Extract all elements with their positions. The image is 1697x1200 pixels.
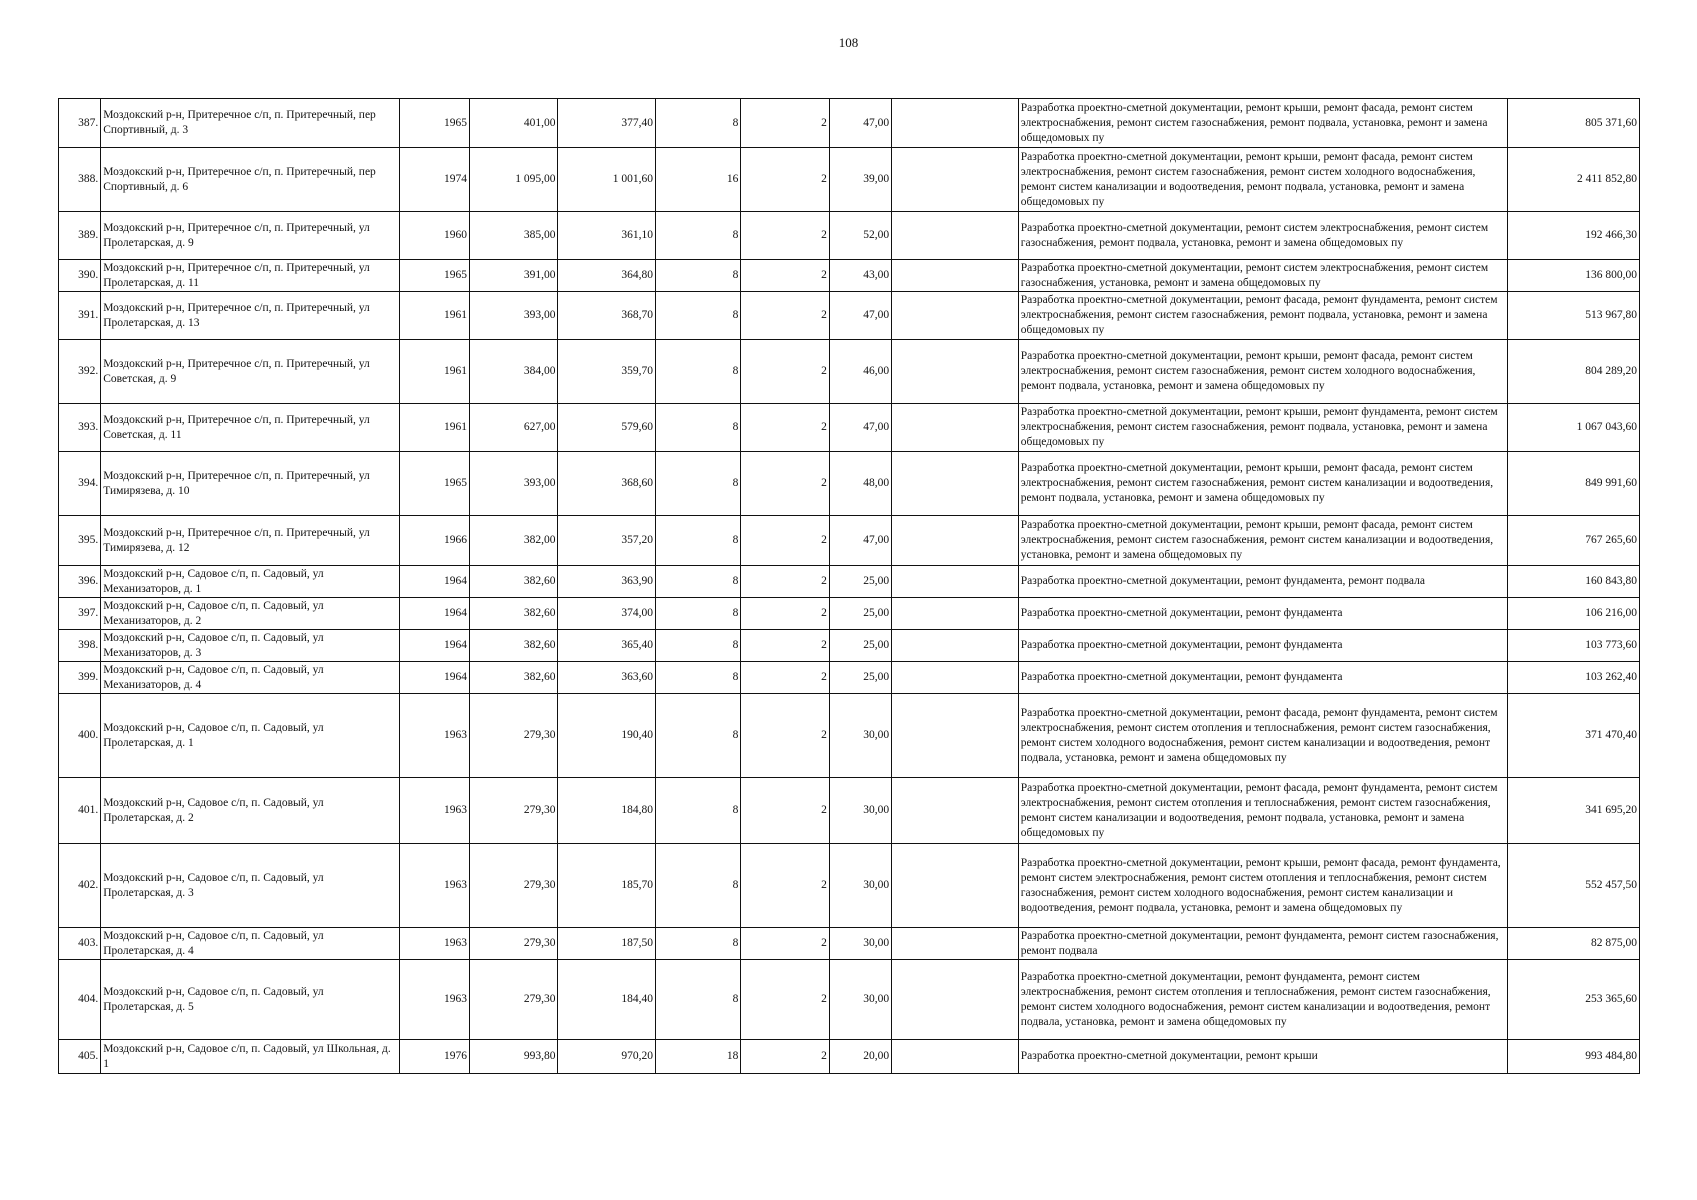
row-year: 1965	[399, 99, 469, 148]
row-number: 393.	[59, 404, 101, 452]
row-works: Разработка проектно-сметной документации, ремонт фундамента	[1018, 598, 1507, 630]
row-floors: 2	[741, 598, 829, 630]
table-row	[59, 292, 1640, 340]
row-area-total: 393,00	[470, 292, 558, 340]
row-floors: 2	[741, 778, 829, 844]
row-area-living: 184,80	[558, 778, 655, 844]
row-number: 388.	[59, 148, 101, 212]
row-extra	[892, 662, 1019, 694]
row-address: Моздокский р-н, Притеречное с/п, п. Притеречный, пер Спортивный, д. 6	[101, 148, 400, 212]
row-area-total: 279,30	[470, 778, 558, 844]
table-row	[59, 1040, 1640, 1074]
table-row	[59, 148, 1640, 212]
row-area-living: 359,70	[558, 340, 655, 404]
row-cost: 513 967,80	[1508, 292, 1640, 340]
row-number: 404.	[59, 960, 101, 1040]
row-floors: 2	[741, 148, 829, 212]
row-address: Моздокский р-н, Притеречное с/п, п. Притеречный, ул Тимирязева, д. 10	[101, 452, 400, 516]
row-works: Разработка проектно-сметной документации, ремонт систем электроснабжения, ремонт систем газоснабжения, установка, ремонт и замена общедомовых пу	[1018, 260, 1507, 292]
row-extra	[892, 694, 1019, 778]
row-works: Разработка проектно-сметной документации, ремонт фасада, ремонт фундамента, ремонт систем электроснабжения, ремонт систем отопления и теплоснабжения, ремонт систем газоснабжения, ремонт систем канализации и водоотведения, ремонт подвала, установка, ремонт и замена общедомовых пу	[1018, 778, 1507, 844]
row-works: Разработка проектно-сметной документации, ремонт крыши, ремонт фасада, ремонт систем электроснабжения, ремонт систем газоснабжения, ремонт систем канализации и водоотведения, установка, ремонт и замена общедомовых пу	[1018, 516, 1507, 566]
row-cost: 993 484,80	[1508, 1040, 1640, 1074]
row-number: 395.	[59, 516, 101, 566]
row-area-living: 363,90	[558, 566, 655, 598]
row-area-total: 279,30	[470, 928, 558, 960]
row-year: 1963	[399, 928, 469, 960]
row-works: Разработка проектно-сметной документации, ремонт крыши, ремонт фасада, ремонт систем электроснабжения, ремонт систем газоснабжения, ремонт систем канализации и водоотведения, ремонт подвала, установка, ремонт и замена общедомовых пу	[1018, 452, 1507, 516]
row-works: Разработка проектно-сметной документации, ремонт фундамента	[1018, 662, 1507, 694]
row-cost: 849 991,60	[1508, 452, 1640, 516]
row-year: 1961	[399, 404, 469, 452]
row-year: 1963	[399, 844, 469, 928]
row-apartments: 8	[655, 960, 740, 1040]
row-number: 403.	[59, 928, 101, 960]
table-row	[59, 452, 1640, 516]
row-works: Разработка проектно-сметной документации, ремонт крыши, ремонт фасада, ремонт систем электроснабжения, ремонт систем газоснабжения, ремонт систем холодного водоснабжения, ремонт подвала, установка, ремонт и замена общедомовых пу	[1018, 340, 1507, 404]
row-area-living: 361,10	[558, 212, 655, 260]
row-extra	[892, 928, 1019, 960]
row-extra	[892, 452, 1019, 516]
row-wear: 20,00	[829, 1040, 891, 1074]
row-apartments: 8	[655, 928, 740, 960]
row-apartments: 8	[655, 694, 740, 778]
row-year: 1963	[399, 778, 469, 844]
row-works: Разработка проектно-сметной документации, ремонт фундамента	[1018, 630, 1507, 662]
row-extra	[892, 778, 1019, 844]
row-year: 1964	[399, 662, 469, 694]
row-cost: 767 265,60	[1508, 516, 1640, 566]
repair-program-table	[58, 98, 1640, 1074]
row-address: Моздокский р-н, Притеречное с/п, п. Притеречный, ул Тимирязева, д. 12	[101, 516, 400, 566]
row-floors: 2	[741, 928, 829, 960]
row-year: 1961	[399, 340, 469, 404]
row-area-total: 382,60	[470, 662, 558, 694]
table-row	[59, 844, 1640, 928]
row-area-total: 393,00	[470, 452, 558, 516]
row-works: Разработка проектно-сметной документации, ремонт крыши, ремонт фасада, ремонт систем электроснабжения, ремонт систем газоснабжения, ремонт систем холодного водоснабжения, ремонт систем канализации и водоотведения, ремонт подвала, установка, ремонт и замена общедомовых пу	[1018, 148, 1507, 212]
row-apartments: 8	[655, 340, 740, 404]
row-number: 389.	[59, 212, 101, 260]
row-cost: 804 289,20	[1508, 340, 1640, 404]
table-row	[59, 404, 1640, 452]
row-floors: 2	[741, 404, 829, 452]
row-number: 397.	[59, 598, 101, 630]
row-area-living: 1 001,60	[558, 148, 655, 212]
table-row	[59, 212, 1640, 260]
row-cost: 2 411 852,80	[1508, 148, 1640, 212]
row-area-total: 382,00	[470, 516, 558, 566]
table-row	[59, 566, 1640, 598]
row-wear: 46,00	[829, 340, 891, 404]
row-cost: 160 843,80	[1508, 566, 1640, 598]
row-address: Моздокский р-н, Садовое с/п, п. Садовый, ул Пролетарская, д. 2	[101, 778, 400, 844]
row-extra	[892, 598, 1019, 630]
row-wear: 47,00	[829, 99, 891, 148]
row-wear: 25,00	[829, 598, 891, 630]
table-row	[59, 662, 1640, 694]
row-year: 1966	[399, 516, 469, 566]
row-extra	[892, 630, 1019, 662]
row-area-living: 368,70	[558, 292, 655, 340]
row-year: 1963	[399, 694, 469, 778]
row-floors: 2	[741, 630, 829, 662]
row-floors: 2	[741, 844, 829, 928]
row-extra	[892, 260, 1019, 292]
row-apartments: 8	[655, 630, 740, 662]
row-extra	[892, 292, 1019, 340]
row-apartments: 8	[655, 778, 740, 844]
row-year: 1963	[399, 960, 469, 1040]
row-cost: 106 216,00	[1508, 598, 1640, 630]
row-wear: 47,00	[829, 516, 891, 566]
row-apartments: 8	[655, 260, 740, 292]
row-floors: 2	[741, 292, 829, 340]
row-floors: 2	[741, 212, 829, 260]
row-extra	[892, 516, 1019, 566]
row-address: Моздокский р-н, Садовое с/п, п. Садовый, ул Механизаторов, д. 1	[101, 566, 400, 598]
row-extra	[892, 148, 1019, 212]
row-extra	[892, 404, 1019, 452]
row-wear: 30,00	[829, 778, 891, 844]
row-number: 399.	[59, 662, 101, 694]
row-apartments: 8	[655, 404, 740, 452]
row-works: Разработка проектно-сметной документации, ремонт фундамента, ремонт систем газоснабжения, ремонт подвала	[1018, 928, 1507, 960]
row-wear: 43,00	[829, 260, 891, 292]
row-address: Моздокский р-н, Садовое с/п, п. Садовый, ул Пролетарская, д. 1	[101, 694, 400, 778]
row-wear: 47,00	[829, 292, 891, 340]
row-address: Моздокский р-н, Садовое с/п, п. Садовый, ул Школьная, д. 1	[101, 1040, 400, 1074]
row-apartments: 8	[655, 212, 740, 260]
row-extra	[892, 844, 1019, 928]
row-extra	[892, 960, 1019, 1040]
row-area-living: 363,60	[558, 662, 655, 694]
table-row	[59, 928, 1640, 960]
row-area-living: 357,20	[558, 516, 655, 566]
row-works: Разработка проектно-сметной документации, ремонт фундамента, ремонт систем электроснабжения, ремонт систем отопления и теплоснабжения, ремонт систем газоснабжения, ремонт систем холодного водоснабжения, ремонт систем канализации и водоотведения, ремонт подвала, установка, ремонт и замена общедомовых пу	[1018, 960, 1507, 1040]
row-address: Моздокский р-н, Садовое с/п, п. Садовый, ул Пролетарская, д. 3	[101, 844, 400, 928]
row-address: Моздокский р-н, Притеречное с/п, п. Притеречный, ул Пролетарская, д. 11	[101, 260, 400, 292]
table-row	[59, 960, 1640, 1040]
row-cost: 371 470,40	[1508, 694, 1640, 778]
row-extra	[892, 566, 1019, 598]
table-row	[59, 630, 1640, 662]
row-number: 398.	[59, 630, 101, 662]
row-wear: 39,00	[829, 148, 891, 212]
row-year: 1974	[399, 148, 469, 212]
row-area-total: 401,00	[470, 99, 558, 148]
row-wear: 30,00	[829, 960, 891, 1040]
row-floors: 2	[741, 694, 829, 778]
row-number: 390.	[59, 260, 101, 292]
row-wear: 48,00	[829, 452, 891, 516]
row-area-total: 627,00	[470, 404, 558, 452]
row-area-total: 279,30	[470, 694, 558, 778]
row-address: Моздокский р-н, Садовое с/п, п. Садовый, ул Механизаторов, д. 3	[101, 630, 400, 662]
row-apartments: 8	[655, 662, 740, 694]
row-floors: 2	[741, 566, 829, 598]
row-works: Разработка проектно-сметной документации, ремонт крыши	[1018, 1040, 1507, 1074]
row-area-total: 391,00	[470, 260, 558, 292]
row-cost: 103 773,60	[1508, 630, 1640, 662]
table-row	[59, 260, 1640, 292]
row-wear: 25,00	[829, 662, 891, 694]
row-apartments: 8	[655, 292, 740, 340]
row-address: Моздокский р-н, Садовое с/п, п. Садовый, ул Пролетарская, д. 4	[101, 928, 400, 960]
row-floors: 2	[741, 99, 829, 148]
row-address: Моздокский р-н, Притеречное с/п, п. Притеречный, ул Советская, д. 11	[101, 404, 400, 452]
row-area-total: 382,60	[470, 630, 558, 662]
row-extra	[892, 1040, 1019, 1074]
row-address: Моздокский р-н, Садовое с/п, п. Садовый, ул Механизаторов, д. 2	[101, 598, 400, 630]
row-extra	[892, 340, 1019, 404]
row-area-total: 384,00	[470, 340, 558, 404]
row-apartments: 8	[655, 99, 740, 148]
row-area-total: 279,30	[470, 960, 558, 1040]
row-cost: 82 875,00	[1508, 928, 1640, 960]
row-floors: 2	[741, 516, 829, 566]
row-works: Разработка проектно-сметной документации, ремонт систем электроснабжения, ремонт систем газоснабжения, ремонт подвала, установка, ремонт и замена общедомовых пу	[1018, 212, 1507, 260]
row-cost: 192 466,30	[1508, 212, 1640, 260]
row-area-total: 1 095,00	[470, 148, 558, 212]
row-number: 401.	[59, 778, 101, 844]
row-works: Разработка проектно-сметной документации, ремонт крыши, ремонт фундамента, ремонт систем электроснабжения, ремонт систем газоснабжения, ремонт подвала, установка, ремонт и замена общедомовых пу	[1018, 404, 1507, 452]
row-floors: 2	[741, 340, 829, 404]
row-cost: 1 067 043,60	[1508, 404, 1640, 452]
table-row	[59, 99, 1640, 148]
row-wear: 30,00	[829, 928, 891, 960]
row-area-living: 187,50	[558, 928, 655, 960]
row-area-living: 365,40	[558, 630, 655, 662]
table-row	[59, 340, 1640, 404]
row-cost: 341 695,20	[1508, 778, 1640, 844]
row-number: 387.	[59, 99, 101, 148]
row-wear: 30,00	[829, 844, 891, 928]
row-year: 1964	[399, 598, 469, 630]
row-address: Моздокский р-н, Притеречное с/п, п. Притеречный, ул Пролетарская, д. 13	[101, 292, 400, 340]
row-area-total: 279,30	[470, 844, 558, 928]
row-cost: 136 800,00	[1508, 260, 1640, 292]
row-apartments: 8	[655, 516, 740, 566]
row-area-living: 185,70	[558, 844, 655, 928]
table-row	[59, 598, 1640, 630]
row-works: Разработка проектно-сметной документации, ремонт крыши, ремонт фасада, ремонт фундамента, ремонт систем электроснабжения, ремонт систем отопления и теплоснабжения, ремонт систем газоснабжения, ремонт систем холодного водоснабжения, ремонт систем канализации и водоотведения, ремонт подвала, установка, ремонт и замена общедомовых пу	[1018, 844, 1507, 928]
row-wear: 52,00	[829, 212, 891, 260]
row-extra	[892, 212, 1019, 260]
row-number: 396.	[59, 566, 101, 598]
row-number: 405.	[59, 1040, 101, 1074]
row-apartments: 8	[655, 566, 740, 598]
row-floors: 2	[741, 960, 829, 1040]
page-number: 108	[838, 35, 859, 50]
row-number: 400.	[59, 694, 101, 778]
row-works: Разработка проектно-сметной документации, ремонт крыши, ремонт фасада, ремонт систем электроснабжения, ремонт систем газоснабжения, ремонт подвала, установка, ремонт и замена общедомовых пу	[1018, 99, 1507, 148]
row-apartments: 8	[655, 844, 740, 928]
row-number: 402.	[59, 844, 101, 928]
row-address: Моздокский р-н, Притеречное с/п, п. Притеречный, пер Спортивный, д. 3	[101, 99, 400, 148]
row-year: 1960	[399, 212, 469, 260]
table-row	[59, 778, 1640, 844]
row-works: Разработка проектно-сметной документации, ремонт фасада, ремонт фундамента, ремонт систем электроснабжения, ремонт систем газоснабжения, ремонт подвала, установка, ремонт и замена общедомовых пу	[1018, 292, 1507, 340]
row-area-total: 385,00	[470, 212, 558, 260]
row-number: 391.	[59, 292, 101, 340]
row-wear: 47,00	[829, 404, 891, 452]
row-wear: 30,00	[829, 694, 891, 778]
row-address: Моздокский р-н, Притеречное с/п, п. Притеречный, ул Пролетарская, д. 9	[101, 212, 400, 260]
row-area-total: 382,60	[470, 598, 558, 630]
row-floors: 2	[741, 1040, 829, 1074]
row-floors: 2	[741, 662, 829, 694]
row-cost: 552 457,50	[1508, 844, 1640, 928]
row-area-living: 579,60	[558, 404, 655, 452]
row-cost: 805 371,60	[1508, 99, 1640, 148]
row-year: 1965	[399, 260, 469, 292]
row-area-living: 364,80	[558, 260, 655, 292]
row-apartments: 18	[655, 1040, 740, 1074]
table-row	[59, 516, 1640, 566]
row-address: Моздокский р-н, Садовое с/п, п. Садовый, ул Пролетарская, д. 5	[101, 960, 400, 1040]
row-cost: 103 262,40	[1508, 662, 1640, 694]
table-body	[59, 99, 1640, 1074]
row-works: Разработка проектно-сметной документации, ремонт фасада, ремонт фундамента, ремонт систем электроснабжения, ремонт систем отопления и теплоснабжения, ремонт систем газоснабжения, ремонт систем холодного водоснабжения, ремонт систем канализации и водоотведения, ремонт подвала, установка, ремонт и замена общедомовых пу	[1018, 694, 1507, 778]
row-year: 1964	[399, 566, 469, 598]
row-number: 394.	[59, 452, 101, 516]
row-apartments: 16	[655, 148, 740, 212]
row-area-total: 993,80	[470, 1040, 558, 1074]
row-year: 1961	[399, 292, 469, 340]
row-area-living: 184,40	[558, 960, 655, 1040]
row-area-living: 970,20	[558, 1040, 655, 1074]
row-wear: 25,00	[829, 630, 891, 662]
row-number: 392.	[59, 340, 101, 404]
row-area-living: 190,40	[558, 694, 655, 778]
row-year: 1965	[399, 452, 469, 516]
row-area-total: 382,60	[470, 566, 558, 598]
row-address: Моздокский р-н, Садовое с/п, п. Садовый, ул Механизаторов, д. 4	[101, 662, 400, 694]
table-row	[59, 694, 1640, 778]
row-floors: 2	[741, 452, 829, 516]
row-wear: 25,00	[829, 566, 891, 598]
row-area-living: 368,60	[558, 452, 655, 516]
row-extra	[892, 99, 1019, 148]
row-area-living: 374,00	[558, 598, 655, 630]
row-apartments: 8	[655, 598, 740, 630]
row-year: 1964	[399, 630, 469, 662]
row-apartments: 8	[655, 452, 740, 516]
row-floors: 2	[741, 260, 829, 292]
row-address: Моздокский р-н, Притеречное с/п, п. Притеречный, ул Советская, д. 9	[101, 340, 400, 404]
row-area-living: 377,40	[558, 99, 655, 148]
row-year: 1976	[399, 1040, 469, 1074]
row-works: Разработка проектно-сметной документации, ремонт фундамента, ремонт подвала	[1018, 566, 1507, 598]
row-cost: 253 365,60	[1508, 960, 1640, 1040]
